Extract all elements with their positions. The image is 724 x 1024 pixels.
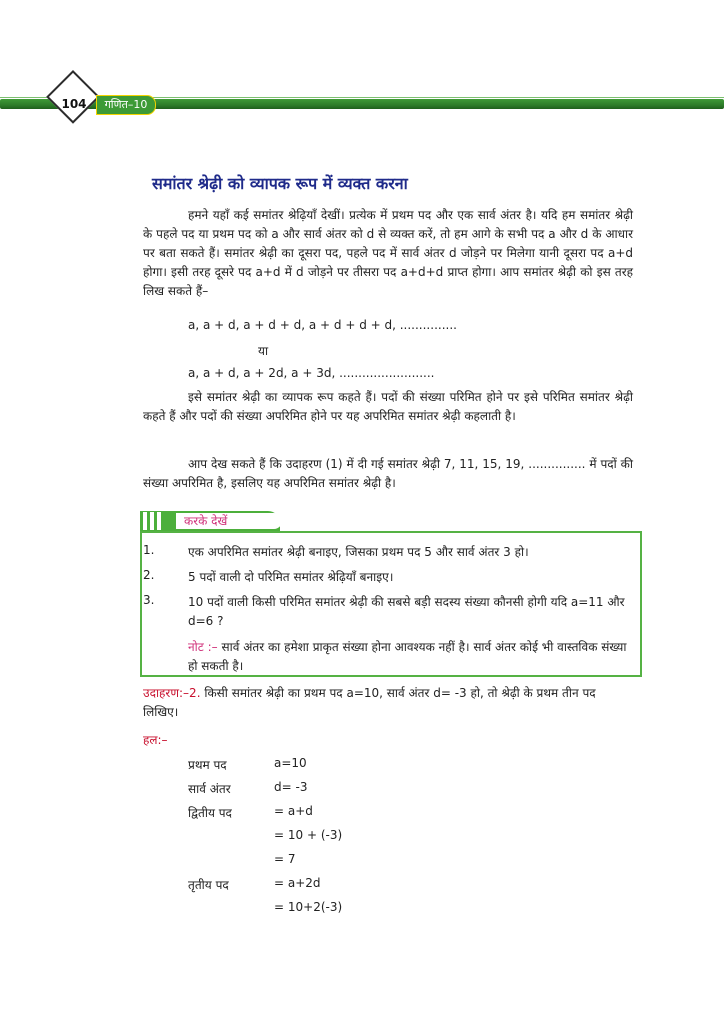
solution-expression: = a+d <box>274 804 313 818</box>
example-text: किसी समांतर श्रेढ़ी का प्रथम पद a=10, सार्व अंतर d= -3 हो, तो श्रेढ़ी के प्रथम तीन पद लिखिए। <box>143 686 596 719</box>
solution-label: हल:– <box>143 733 168 747</box>
subject-label: गणित–10 <box>96 95 156 115</box>
solution-expression: = a+2d <box>274 876 321 890</box>
example-label: उदाहरण:–2. <box>143 686 201 700</box>
example-2 <box>143 684 633 722</box>
solution-expression: = 10 + (-3) <box>274 828 343 842</box>
section-title: समांतर श्रेढ़ी को व्यापक रूप में व्यक्त करना <box>152 174 408 193</box>
solution-term: सार्व अंतर <box>188 782 231 796</box>
note-text: सार्व अंतर का हमेशा प्राकृत संख्या होना आवश्यक नहीं है। सार्व अंतर कोई भी वास्तविक संख्या हो सकती है। <box>188 640 627 673</box>
activity-item-text: एक अपरिमित समांतर श्रेढ़ी बनाइए, जिसका प्रथम पद 5 और सार्व अंतर 3 हो। <box>188 545 529 559</box>
activity-note <box>188 638 633 676</box>
solution-term: प्रथम पद <box>188 758 227 772</box>
activity-item-number: 3. <box>143 593 155 607</box>
page-number: 104 <box>61 97 87 111</box>
solution-expression: a=10 <box>274 756 307 770</box>
example-reference-paragraph: आप देख सकते हैं कि उदाहरण (1) में दी गई समांतर श्रेढ़ी 7, 11, 15, 19, ............... में पदों की संख्या अपरिमित है, इसलिए यह अपरिमित समांतर श्रेढ़ी है। <box>143 457 633 490</box>
general-form-paragraph: इसे समांतर श्रेढ़ी का व्यापक रूप कहते हैं। पदों की संख्या परिमित होने पर इसे परिमित समांतर श्रेढ़ी कहते हैं और पदों की संख्या अपरिमित होने पर यह अपरिमित समांतर श्रेढ़ी कहलाती है। <box>143 390 633 423</box>
note-label: नोट :– <box>188 640 218 654</box>
series-expanded: a, a + d, a + d + d, a + d + d + d, ............... <box>188 318 457 332</box>
activity-item-text: 10 पदों वाली किसी परिमित समांतर श्रेढ़ी की सबसे बड़ी सदस्य संख्या कौनसी होगी यदि a=11 और d=6 ? <box>188 595 625 628</box>
solution-expression: = 7 <box>274 852 296 866</box>
intro-paragraph: हमने यहाँ कई समांतर श्रेढ़ियाँ देखीं। प्रत्येक में प्रथम पद और एक सार्व अंतर है। यदि हम समांतर श्रेढ़ी के पहले पद या प्रथम पद को a और सार्व अंतर को d से व्यक्त करें, तो हम आगे के सभी पद a और d के आधार पर बता सकते हैं। समांतर श्रेढ़ी का दूसरा पद, पहले पद में सार्व अंतर d जोड़ने पर मिलेगा यानी दूसरा पद a+d होगा। इसी तरह दूसरे पद a+d में d जोड़ने पर तीसरा पद a+d+d प्राप्त होगा। आप समांतर श्रेढ़ी को इस तरह लिख सकते हैं– <box>143 208 633 298</box>
solution-expression: d= -3 <box>274 780 308 794</box>
solution-term: तृतीय पद <box>188 878 229 892</box>
activity-item-number: 2. <box>143 568 155 582</box>
solution-expression: = 10+2(-3) <box>274 900 343 914</box>
activity-heading: करके देखें <box>176 513 282 529</box>
activity-item-text: 5 पदों वाली दो परिमित समांतर श्रेढ़ियाँ बनाइए। <box>188 570 394 584</box>
activity-item-number: 1. <box>143 543 155 557</box>
activity-stripes-icon <box>143 512 173 530</box>
solution-term: द्वितीय पद <box>188 806 232 820</box>
series-general: a, a + d, a + 2d, a + 3d, ......................... <box>188 366 435 380</box>
or-word: या <box>258 344 269 358</box>
